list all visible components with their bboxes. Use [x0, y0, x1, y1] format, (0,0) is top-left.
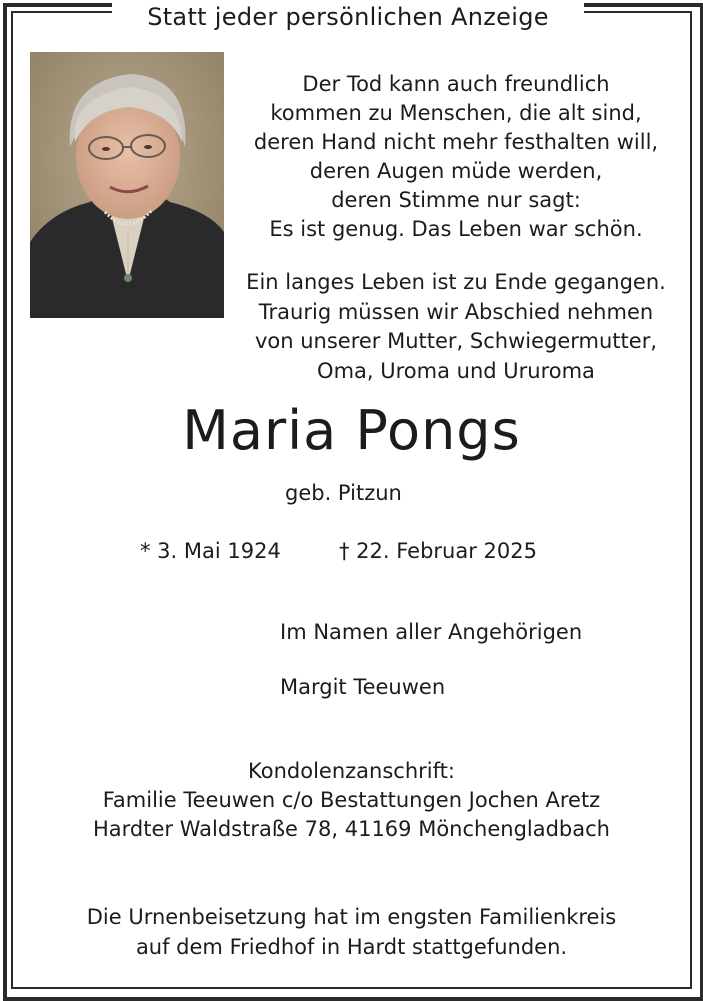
poem: [240, 70, 672, 244]
poem-line: deren Augen müde werden,: [309, 159, 603, 183]
signature-name: Margit Teeuwen: [280, 675, 446, 699]
deceased-name-text: Maria Pongs: [182, 399, 521, 462]
condolence-line: Hardter Waldstraße 78, 41169 Mönchengladbach: [92, 817, 610, 841]
death-date: † 22. Februar 2025: [339, 539, 537, 563]
poem-line: Der Tod kann auch freundlich: [302, 72, 610, 96]
notice-line: von unserer Mutter, Schwiegermutter,: [254, 329, 658, 353]
poem-line: kommen zu Menschen, die alt sind,: [270, 101, 642, 125]
notice-line: Oma, Uroma und Ururoma: [317, 358, 595, 383]
deceased-name: [0, 395, 703, 467]
notice-text: [238, 268, 674, 386]
condolence-line: Kondolenzanschrift:: [248, 759, 455, 783]
burial-line: auf dem Friedhof in Hardt stattgefunden.: [135, 935, 568, 959]
poem-line: Es ist genug. Das Leben war schön.: [269, 217, 643, 241]
condolence-line: Familie Teeuwen c/o Bestattungen Jochen Aretz: [102, 788, 601, 812]
burial-line: Die Urnenbeisetzung hat im engsten Familienkreis: [86, 905, 617, 929]
notice-line: Traurig müssen wir Abschied nehmen: [258, 299, 654, 324]
header-title: Statt jeder persönlichen Anzeige: [147, 3, 549, 31]
birth-date: * 3. Mai 1924: [140, 539, 281, 563]
maiden-name: geb. Pitzun: [285, 481, 402, 505]
portrait-photo: [30, 52, 224, 318]
condolence-address: [20, 757, 683, 844]
poem-line: deren Hand nicht mehr festhalten will,: [253, 130, 659, 154]
signature-intro: Im Namen aller Angehörigen: [280, 620, 583, 644]
poem-line: deren Stimme nur sagt:: [331, 188, 581, 212]
burial-note: [20, 902, 683, 962]
notice-line: Ein langes Leben ist zu Ende gegangen.: [246, 270, 666, 294]
